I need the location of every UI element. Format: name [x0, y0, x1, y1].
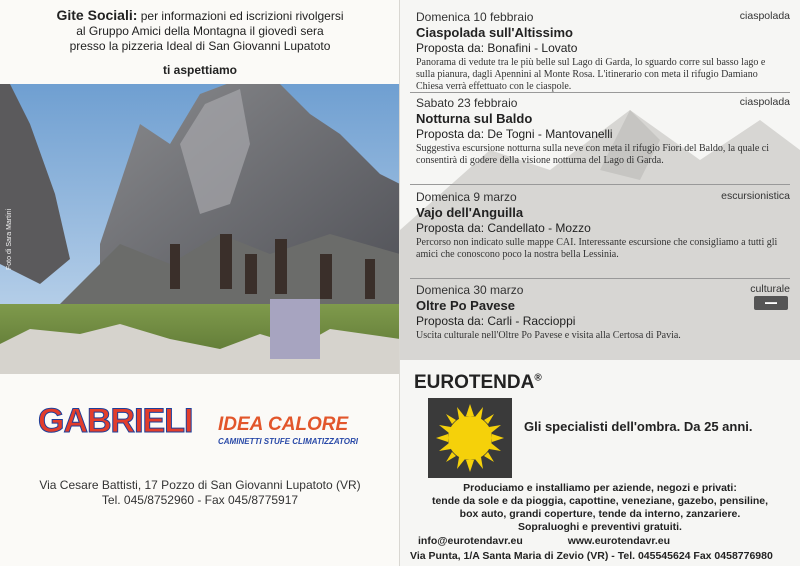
eurotenda-contacts	[418, 535, 798, 547]
eurotenda-services	[400, 482, 800, 534]
event-item	[416, 10, 796, 93]
event-description: Panorama di vedute tra le più belle sul Lago di Garda, lo sguardo corre sul basso lago e sulla pianura, dagli Apennini al Monte Rosa. L'itinerario con meta il rifugio Damiano Chiesa verrà effettuato con le ciaspole.	[416, 57, 766, 92]
gabrieli-contact	[0, 478, 400, 508]
services-line: Produciamo e installiamo per aziende, negozi e privati:	[463, 482, 737, 494]
mountain-photo	[0, 84, 400, 374]
gabrieli-address: Via Cesare Battisti, 17 Pozzo di San Giovanni Lupatoto (VR)	[39, 478, 361, 492]
eurotenda-title	[414, 372, 542, 394]
services-line: tende da sole e da pioggia, capottine, veneziane, gazebo, pensiline,	[431, 495, 769, 507]
separator	[410, 92, 790, 93]
event-title: Notturna sul Baldo	[416, 111, 533, 126]
gabrieli-logo: GABRIELI	[38, 402, 193, 440]
culture-badge-icon: ▬▬	[754, 296, 788, 310]
eurotenda-email[interactable]: info@eurotendavr.eu	[418, 535, 523, 547]
header-line1: per informazioni ed iscrizioni rivolgersi	[140, 9, 344, 23]
gabrieli-sub: CAMINETTI STUFE CLIMATIZZATORI	[218, 437, 358, 446]
services-line: box auto, grandi coperture, tende da interno, zanzariere.	[459, 508, 741, 520]
event-title: Ciaspolada sull'Altissimo	[416, 25, 573, 40]
separator	[410, 184, 790, 185]
event-item	[416, 96, 796, 167]
sun-logo	[428, 398, 512, 478]
event-description: Suggestiva escursione notturna sulla neve con meta il rifugio Fiori del Baldo, la quale ci consentirà di godere della visione notturna del Lago di Garda.	[416, 143, 769, 166]
event-title: Vajo dell'Anguilla	[416, 205, 524, 220]
event-category: ciaspolada	[739, 10, 790, 22]
event-title: Oltre Po Pavese	[416, 298, 515, 313]
gabrieli-phone: Tel. 045/8752960 - Fax 045/8775917	[101, 493, 299, 507]
event-day: Sabato 23 febbraio	[416, 96, 518, 110]
event-description: Uscita culturale nell'Oltre Po Pavese e visita alla Certosa di Pavia.	[416, 330, 681, 341]
event-day: Domenica 9 marzo	[416, 190, 517, 204]
event-proposer: Proposta da: De Togni - Mantovanelli	[416, 127, 613, 141]
services-line: Sopraluoghi e preventivi gratuiti.	[518, 521, 682, 533]
gabrieli-tagline: IDEA CALORE	[218, 414, 349, 435]
info-header	[8, 8, 392, 54]
event-category: ciaspolada	[739, 96, 790, 108]
photo-credit: Foto di Sara Martini	[6, 208, 13, 270]
event-proposer: Proposta da: Candellato - Mozzo	[416, 221, 591, 235]
separator	[410, 278, 790, 279]
event-day: Domenica 30 marzo	[416, 283, 524, 297]
event-day: Domenica 10 febbraio	[416, 10, 534, 24]
welcome-text: ti aspettiamo	[162, 63, 237, 77]
eurotenda-address: Via Punta, 1/A Santa Maria di Zevio (VR) - Tel. 045545624 Fax 0458776980	[410, 550, 773, 562]
event-proposer: Proposta da: Bonafini - Lovato	[416, 41, 578, 55]
registered-mark: ®	[534, 372, 542, 384]
eurotenda-slogan: Gli specialisti dell'ombra. Da 25 anni.	[524, 419, 753, 434]
eurotenda-website[interactable]: www.eurotendavr.eu	[567, 535, 670, 547]
sun-icon	[428, 398, 512, 478]
header-line3: presso la pizzeria Ideal di San Giovanni Lupatoto	[69, 39, 331, 53]
event-item	[416, 190, 796, 261]
event-description: Percorso non indicato sulle mappe CAI. Interessante escursione che consigliamo a tutti gli amici che conoscono poco la nostra bella Lessinia.	[416, 237, 778, 260]
event-proposer: Proposta da: Carli - Raccioppi	[416, 314, 576, 328]
header-bold: Gite Sociali:	[56, 7, 138, 23]
header-line2: al Gruppo Amici della Montagna il giovedì sera	[76, 24, 324, 38]
event-category: culturale	[750, 283, 790, 295]
event-item	[416, 283, 796, 342]
eurotenda-name: EUROTENDA	[414, 372, 535, 393]
event-category: escursionistica	[721, 190, 790, 202]
